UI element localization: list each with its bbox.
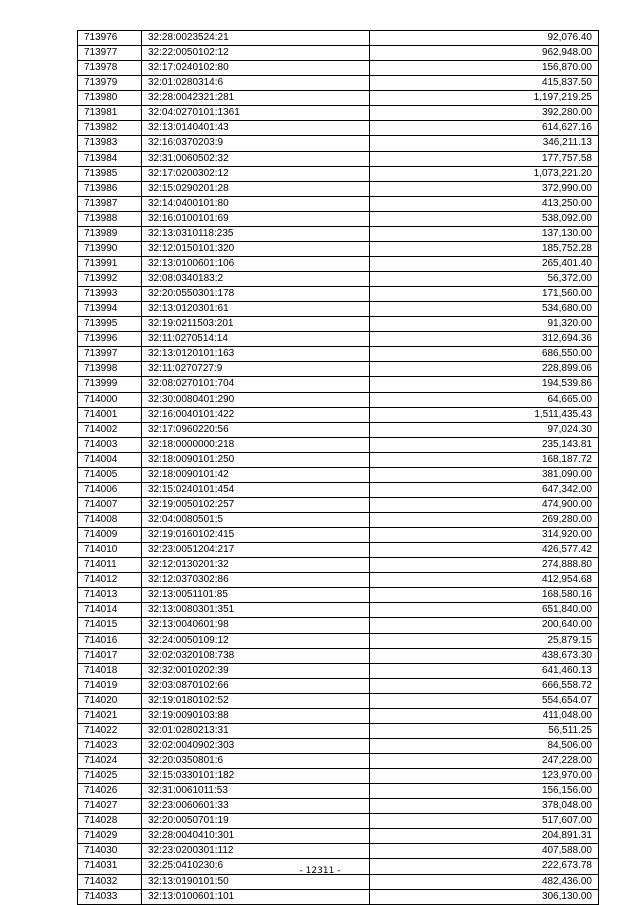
cadastral-number-cell: 32:02:0040902:303 — [142, 738, 370, 753]
table-row — [78, 844, 599, 859]
table-row — [78, 558, 599, 573]
record-number-cell: 714023 — [78, 738, 142, 753]
record-number-cell: 713996 — [78, 332, 142, 347]
table-row — [78, 648, 599, 663]
table-row — [78, 91, 599, 106]
cadastral-number-cell: 32:01:0280314:6 — [142, 76, 370, 91]
cadastral-number-cell: 32:31:0061011:53 — [142, 784, 370, 799]
cadastral-number-cell: 32:15:0290201:28 — [142, 181, 370, 196]
table-row — [78, 31, 599, 46]
record-number-cell: 714013 — [78, 588, 142, 603]
table-row — [78, 528, 599, 543]
cadastral-value-cell: 56,372.00 — [370, 272, 599, 287]
cadastral-number-cell: 32:17:0240102:80 — [142, 61, 370, 76]
cadastral-number-cell: 32:22:0050102:12 — [142, 46, 370, 61]
cadastral-value-cell: 91,320.00 — [370, 317, 599, 332]
record-number-cell: 714002 — [78, 422, 142, 437]
table-row — [78, 467, 599, 482]
cadastral-value-cell: 381,090.00 — [370, 467, 599, 482]
table-row — [78, 784, 599, 799]
cadastral-number-cell: 32:23:0051204:217 — [142, 543, 370, 558]
cadastral-number-cell: 32:18:0000000:218 — [142, 437, 370, 452]
cadastral-value-cell: 194,539.86 — [370, 377, 599, 392]
table-row — [78, 814, 599, 829]
cadastral-value-cell: 482,436.00 — [370, 874, 599, 889]
record-number-cell: 714006 — [78, 482, 142, 497]
record-number-cell: 714005 — [78, 467, 142, 482]
table-row — [78, 392, 599, 407]
record-number-cell: 714011 — [78, 558, 142, 573]
table-row — [78, 723, 599, 738]
cadastral-value-cell: 185,752.28 — [370, 241, 599, 256]
cadastral-value-cell: 168,187.72 — [370, 452, 599, 467]
cadastral-value-cell: 168,580.16 — [370, 588, 599, 603]
cadastral-value-cell: 554,654.07 — [370, 693, 599, 708]
cadastral-value-cell: 378,048.00 — [370, 799, 599, 814]
cadastral-number-cell: 32:19:0180102:52 — [142, 693, 370, 708]
cadastral-number-cell: 32:28:0042321:281 — [142, 91, 370, 106]
record-number-cell: 713980 — [78, 91, 142, 106]
cadastral-value-cell: 171,560.00 — [370, 287, 599, 302]
cadastral-number-cell: 32:19:0090103:88 — [142, 708, 370, 723]
table-row — [78, 663, 599, 678]
table-row — [78, 46, 599, 61]
cadastral-value-cell: 314,920.00 — [370, 528, 599, 543]
table-row — [78, 241, 599, 256]
cadastral-number-cell: 32:15:0240101:454 — [142, 482, 370, 497]
cadastral-value-cell: 274,888.80 — [370, 558, 599, 573]
record-number-cell: 713994 — [78, 302, 142, 317]
record-number-cell: 714027 — [78, 799, 142, 814]
table-row — [78, 573, 599, 588]
table-row — [78, 513, 599, 528]
cadastral-number-cell: 32:17:0200302:12 — [142, 166, 370, 181]
cadastral-number-cell: 32:16:0100101:69 — [142, 211, 370, 226]
table-row — [78, 603, 599, 618]
cadastral-number-cell: 32:03:0870102:66 — [142, 678, 370, 693]
cadastral-value-cell: 412,954.68 — [370, 573, 599, 588]
record-number-cell: 714018 — [78, 663, 142, 678]
record-number-cell: 713991 — [78, 256, 142, 271]
cadastral-value-cell: 156,156.00 — [370, 784, 599, 799]
record-number-cell: 713987 — [78, 196, 142, 211]
record-number-cell: 713982 — [78, 121, 142, 136]
cadastral-value-cell: 686,550.00 — [370, 347, 599, 362]
cadastral-number-cell: 32:08:0270101:704 — [142, 377, 370, 392]
table-row — [78, 256, 599, 271]
table-row — [78, 211, 599, 226]
table-row — [78, 347, 599, 362]
cadastral-value-cell: 534,680.00 — [370, 302, 599, 317]
cadastral-number-cell: 32:13:0100601:101 — [142, 889, 370, 904]
record-number-cell: 714021 — [78, 708, 142, 723]
table-row — [78, 302, 599, 317]
cadastral-value-cell: 200,640.00 — [370, 618, 599, 633]
cadastral-value-cell: 392,280.00 — [370, 106, 599, 121]
cadastral-value-cell: 1,197,219.25 — [370, 91, 599, 106]
cadastral-value-cell: 56,511.25 — [370, 723, 599, 738]
record-number-cell: 714016 — [78, 633, 142, 648]
table-row — [78, 708, 599, 723]
cadastral-value-cell: 222,673.78 — [370, 859, 599, 874]
cadastral-value-cell: 64,665.00 — [370, 392, 599, 407]
record-number-cell: 714026 — [78, 784, 142, 799]
cadastral-value-cell: 269,280.00 — [370, 513, 599, 528]
table-row — [78, 136, 599, 151]
record-number-cell: 714030 — [78, 844, 142, 859]
cadastral-number-cell: 32:12:0130201:32 — [142, 558, 370, 573]
table-row — [78, 121, 599, 136]
table-row — [78, 482, 599, 497]
record-number-cell: 714010 — [78, 543, 142, 558]
table-row — [78, 769, 599, 784]
cadastral-value-cell: 372,990.00 — [370, 181, 599, 196]
cadastral-value-cell: 426,577.42 — [370, 543, 599, 558]
cadastral-number-cell: 32:18:0090101:42 — [142, 467, 370, 482]
cadastral-number-cell: 32:13:0051101:85 — [142, 588, 370, 603]
table-row — [78, 106, 599, 121]
cadastral-value-cell: 123,970.00 — [370, 769, 599, 784]
table-row — [78, 633, 599, 648]
record-number-cell: 714009 — [78, 528, 142, 543]
cadastral-value-cell: 666,558.72 — [370, 678, 599, 693]
record-number-cell: 713984 — [78, 151, 142, 166]
table-row — [78, 226, 599, 241]
cadastral-number-cell: 32:13:0080301:351 — [142, 603, 370, 618]
cadastral-value-cell: 413,250.00 — [370, 196, 599, 211]
cadastral-value-cell: 407,588.00 — [370, 844, 599, 859]
cadastral-value-cell: 641,460.13 — [370, 663, 599, 678]
cadastral-value-cell: 346,211.13 — [370, 136, 599, 151]
record-number-cell: 714029 — [78, 829, 142, 844]
cadastral-number-cell: 32:13:0040601:98 — [142, 618, 370, 633]
record-number-cell: 713978 — [78, 61, 142, 76]
cadastral-number-cell: 32:08:0340183:2 — [142, 272, 370, 287]
cadastral-number-cell: 32:04:0080501:5 — [142, 513, 370, 528]
table-row — [78, 332, 599, 347]
table-row — [78, 543, 599, 558]
cadastral-value-cell: 228,899.06 — [370, 362, 599, 377]
cadastral-number-cell: 32:18:0090101:250 — [142, 452, 370, 467]
table-row — [78, 437, 599, 452]
table-row — [78, 181, 599, 196]
table-row — [78, 829, 599, 844]
cadastral-number-cell: 32:23:0060601:33 — [142, 799, 370, 814]
record-number-cell: 714019 — [78, 678, 142, 693]
record-number-cell: 713998 — [78, 362, 142, 377]
record-number-cell: 713989 — [78, 226, 142, 241]
table-row — [78, 76, 599, 91]
record-number-cell: 713986 — [78, 181, 142, 196]
table-row — [78, 497, 599, 512]
cadastral-value-cell: 312,694.36 — [370, 332, 599, 347]
cadastral-number-cell: 32:14:0400101:80 — [142, 196, 370, 211]
cadastral-value-cell: 137,130.00 — [370, 226, 599, 241]
record-number-cell: 714033 — [78, 889, 142, 904]
cadastral-number-cell: 32:30:0080401:290 — [142, 392, 370, 407]
record-number-cell: 713992 — [78, 272, 142, 287]
cadastral-number-cell: 32:19:0050102:257 — [142, 497, 370, 512]
registry-table-body — [78, 31, 599, 905]
cadastral-value-cell: 97,024.30 — [370, 422, 599, 437]
cadastral-value-cell: 84,506.00 — [370, 738, 599, 753]
cadastral-number-cell: 32:28:0040410:301 — [142, 829, 370, 844]
cadastral-number-cell: 32:12:0370302:86 — [142, 573, 370, 588]
table-row — [78, 799, 599, 814]
table-row — [78, 61, 599, 76]
cadastral-value-cell: 415,837.50 — [370, 76, 599, 91]
record-number-cell: 714007 — [78, 497, 142, 512]
cadastral-value-cell: 647,342.00 — [370, 482, 599, 497]
table-row — [78, 738, 599, 753]
table-row — [78, 362, 599, 377]
table-row — [78, 693, 599, 708]
cadastral-number-cell: 32:13:0100601:106 — [142, 256, 370, 271]
cadastral-number-cell: 32:13:0190101:50 — [142, 874, 370, 889]
cadastral-value-cell: 962,948.00 — [370, 46, 599, 61]
table-row — [78, 422, 599, 437]
record-number-cell: 713990 — [78, 241, 142, 256]
cadastral-number-cell: 32:13:0310118:235 — [142, 226, 370, 241]
cadastral-value-cell: 411,048.00 — [370, 708, 599, 723]
record-number-cell: 713988 — [78, 211, 142, 226]
table-row — [78, 678, 599, 693]
record-number-cell: 714001 — [78, 407, 142, 422]
table-row — [78, 196, 599, 211]
record-number-cell: 714028 — [78, 814, 142, 829]
record-number-cell: 714031 — [78, 859, 142, 874]
cadastral-value-cell: 247,228.00 — [370, 754, 599, 769]
record-number-cell: 713997 — [78, 347, 142, 362]
cadastral-number-cell: 32:20:0550301:178 — [142, 287, 370, 302]
cadastral-number-cell: 32:01:0280213:31 — [142, 723, 370, 738]
record-number-cell: 714032 — [78, 874, 142, 889]
cadastral-value-cell: 474,900.00 — [370, 497, 599, 512]
record-number-cell: 714000 — [78, 392, 142, 407]
cadastral-number-cell: 32:12:0150101:320 — [142, 241, 370, 256]
table-row — [78, 874, 599, 889]
record-number-cell: 713977 — [78, 46, 142, 61]
cadastral-number-cell: 32:16:0370203:9 — [142, 136, 370, 151]
cadastral-number-cell: 32:20:0050701:19 — [142, 814, 370, 829]
cadastral-number-cell: 32:25:0410230:6 — [142, 859, 370, 874]
table-row — [78, 151, 599, 166]
record-number-cell: 714015 — [78, 618, 142, 633]
cadastral-number-cell: 32:16:0040101:422 — [142, 407, 370, 422]
record-number-cell: 713983 — [78, 136, 142, 151]
cadastral-value-cell: 156,870.00 — [370, 61, 599, 76]
cadastral-value-cell: 204,891.31 — [370, 829, 599, 844]
cadastral-value-cell: 438,673.30 — [370, 648, 599, 663]
cadastral-value-cell: 25,879.15 — [370, 633, 599, 648]
cadastral-number-cell: 32:04:0270101:1361 — [142, 106, 370, 121]
cadastral-number-cell: 32:31:0060502:32 — [142, 151, 370, 166]
record-number-cell: 713979 — [78, 76, 142, 91]
cadastral-value-cell: 614,627.16 — [370, 121, 599, 136]
cadastral-value-cell: 92,076.40 — [370, 31, 599, 46]
record-number-cell: 714017 — [78, 648, 142, 663]
page-number: - 12311 - — [299, 866, 341, 876]
cadastral-number-cell: 32:13:0120301:61 — [142, 302, 370, 317]
record-number-cell: 714024 — [78, 754, 142, 769]
record-number-cell: 714020 — [78, 693, 142, 708]
cadastral-number-cell: 32:19:0160102:415 — [142, 528, 370, 543]
cadastral-number-cell: 32:15:0330101:182 — [142, 769, 370, 784]
table-row — [78, 452, 599, 467]
cadastral-value-cell: 538,092.00 — [370, 211, 599, 226]
cadastral-value-cell: 1,511,435.43 — [370, 407, 599, 422]
record-number-cell: 714004 — [78, 452, 142, 467]
record-number-cell: 713985 — [78, 166, 142, 181]
table-row — [78, 618, 599, 633]
table-row — [78, 588, 599, 603]
cadastral-number-cell: 32:24:0050109:12 — [142, 633, 370, 648]
cadastral-value-cell: 1,073,221.20 — [370, 166, 599, 181]
table-row — [78, 407, 599, 422]
cadastral-value-cell: 177,757.58 — [370, 151, 599, 166]
record-number-cell: 713993 — [78, 287, 142, 302]
record-number-cell: 713995 — [78, 317, 142, 332]
cadastral-number-cell: 32:17:0960220:56 — [142, 422, 370, 437]
cadastral-value-cell: 651,840.00 — [370, 603, 599, 618]
table-row — [78, 317, 599, 332]
cadastral-number-cell: 32:11:0270727:9 — [142, 362, 370, 377]
table-row — [78, 754, 599, 769]
cadastral-number-cell: 32:13:0120101:163 — [142, 347, 370, 362]
cadastral-number-cell: 32:11:0270514:14 — [142, 332, 370, 347]
record-number-cell: 714022 — [78, 723, 142, 738]
table-row — [78, 377, 599, 392]
cadastral-value-cell: 306,130.00 — [370, 889, 599, 904]
cadastral-number-cell: 32:02:0320108:738 — [142, 648, 370, 663]
cadastral-value-cell: 265,401.40 — [370, 256, 599, 271]
table-row — [78, 166, 599, 181]
record-number-cell: 714003 — [78, 437, 142, 452]
cadastral-value-cell: 235,143.81 — [370, 437, 599, 452]
record-number-cell: 713976 — [78, 31, 142, 46]
table-row — [78, 272, 599, 287]
record-number-cell: 714012 — [78, 573, 142, 588]
cadastral-number-cell: 32:23:0200301:112 — [142, 844, 370, 859]
record-number-cell: 713999 — [78, 377, 142, 392]
record-number-cell: 714014 — [78, 603, 142, 618]
registry-table — [77, 30, 599, 905]
cadastral-number-cell: 32:13:0140401:43 — [142, 121, 370, 136]
table-row — [78, 287, 599, 302]
cadastral-number-cell: 32:20:0350801:6 — [142, 754, 370, 769]
record-number-cell: 714008 — [78, 513, 142, 528]
record-number-cell: 714025 — [78, 769, 142, 784]
record-number-cell: 713981 — [78, 106, 142, 121]
cadastral-number-cell: 32:19:0211503:201 — [142, 317, 370, 332]
table-row — [78, 889, 599, 904]
cadastral-value-cell: 517,607.00 — [370, 814, 599, 829]
cadastral-number-cell: 32:28:0023524:21 — [142, 31, 370, 46]
cadastral-number-cell: 32:32:0010202:39 — [142, 663, 370, 678]
